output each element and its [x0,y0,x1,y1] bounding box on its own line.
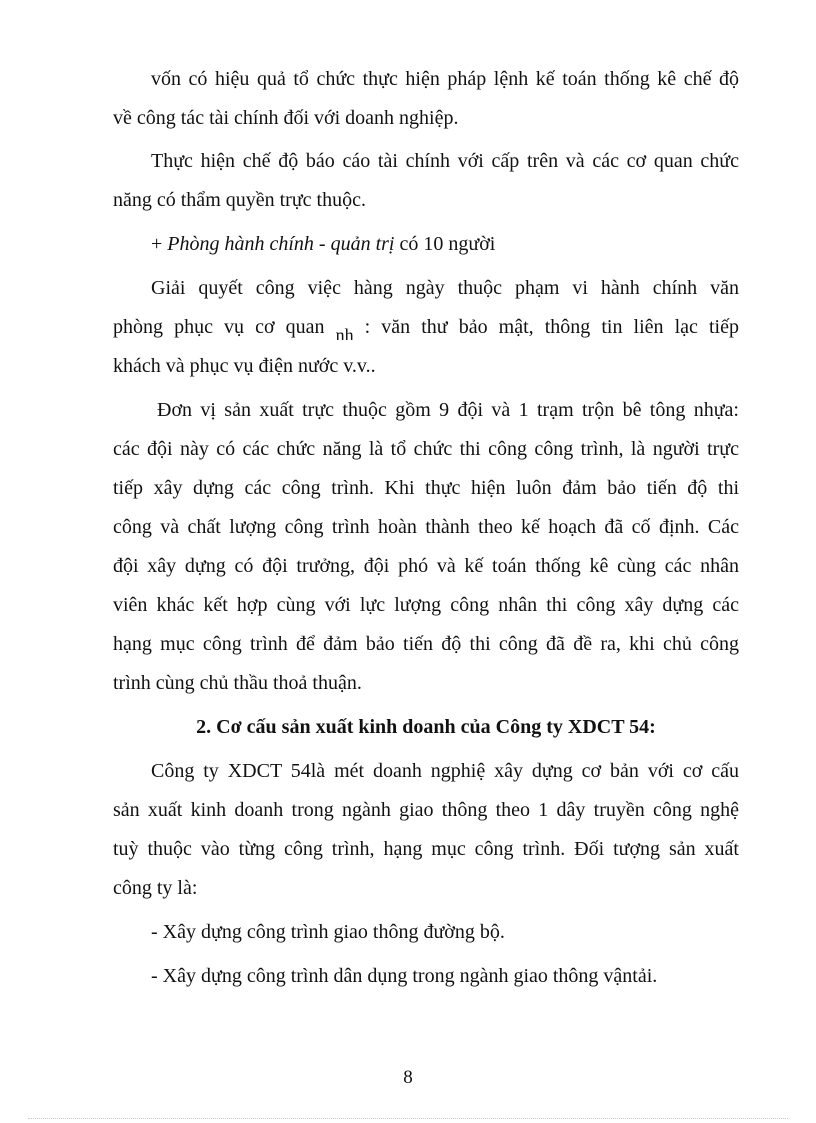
department-suffix: có 10 người [394,233,496,255]
department-prefix: + [151,233,168,255]
paragraph-3-line-1: Giải quyết công việc hàng ngày thuộc phạm vi hành chính văn [151,277,739,299]
paragraph-4-line-6: viên khác kết hợp cùng với lực lượng công nhân thi công xây dựng các [113,594,739,616]
paragraph-4-line-1: Đơn vị sản xuất trực thuộc gồm 9 đội và 1 trạm trộn bê tông nhựa: [157,399,739,421]
paragraph-5-line-2: sản xuất kinh doanh trong ngành giao thông theo 1 dây truyền công nghệ [113,799,739,821]
paragraph-2-line-2: năng có thẩm quyền trực thuộc. [113,189,366,211]
page-number: 8 [403,1067,413,1088]
paragraph-4-line-3: tiếp xây dựng các công trình. Khi thực hiện luôn đảm bảo tiến độ thi [113,477,739,499]
paragraph-3-line-2-sub: nh [335,325,354,340]
paragraph-4-line-2: các đội này có các chức năng là tổ chức thi công công trình, là người trực [113,438,739,460]
paragraph-3-line-2-before: phòng phục vụ cơ quan [113,316,336,338]
department-line [151,231,739,257]
paragraph-3-line-3: khách và phục vụ điện nước v.v.. [113,355,376,377]
bullet-item: - Xây dựng công trình dân dụng trong ngành giao thông vậntải. [151,965,658,987]
section-heading: 2. Cơ cấu sản xuất kinh doanh của Công ty XDCT 54: [196,716,656,738]
paragraph-3-line-2-after: : văn thư bảo mật, thông tin liên lạc tiếp [353,316,739,338]
paragraph-1-line-1: vốn có hiệu quả tổ chức thực hiện pháp lệnh kế toán thống kê chế độ [151,68,739,90]
paragraph-3-line-2 [113,314,739,340]
paragraph-2-line-1: Thực hiện chế độ báo cáo tài chính với cấp trên và các cơ quan chức [151,150,739,172]
footer-divider [28,1118,788,1119]
department-name: Phòng hành chính - quản trị [167,233,395,255]
bullet-item: - Xây dựng công trình giao thông đường bộ. [151,921,505,943]
paragraph-5-line-3: tuỳ thuộc vào từng công trình, hạng mục công trình. Đối tượng sản xuất [113,838,739,860]
paragraph-5-line-1: Công ty XDCT 54là mét doanh ngphiệ xây dựng cơ bản với cơ cấu [151,760,739,782]
paragraph-4-line-5: đội xây dựng có đội trưởng, đội phó và kế toán thống kê cùng các nhân [113,555,739,577]
paragraph-1-line-2: về công tác tài chính đối với doanh nghiệp. [113,107,459,129]
paragraph-5-line-4: công ty là: [113,877,198,899]
paragraph-4-line-8: trình cùng chủ thầu thoả thuận. [113,672,362,694]
paragraph-4-line-4: công và chất lượng công trình hoàn thành theo kế hoạch đã cố định. Các [113,516,739,538]
paragraph-4-line-7: hạng mục công trình để đảm bảo tiến độ thi công đã đề ra, khi chủ công [113,633,739,655]
